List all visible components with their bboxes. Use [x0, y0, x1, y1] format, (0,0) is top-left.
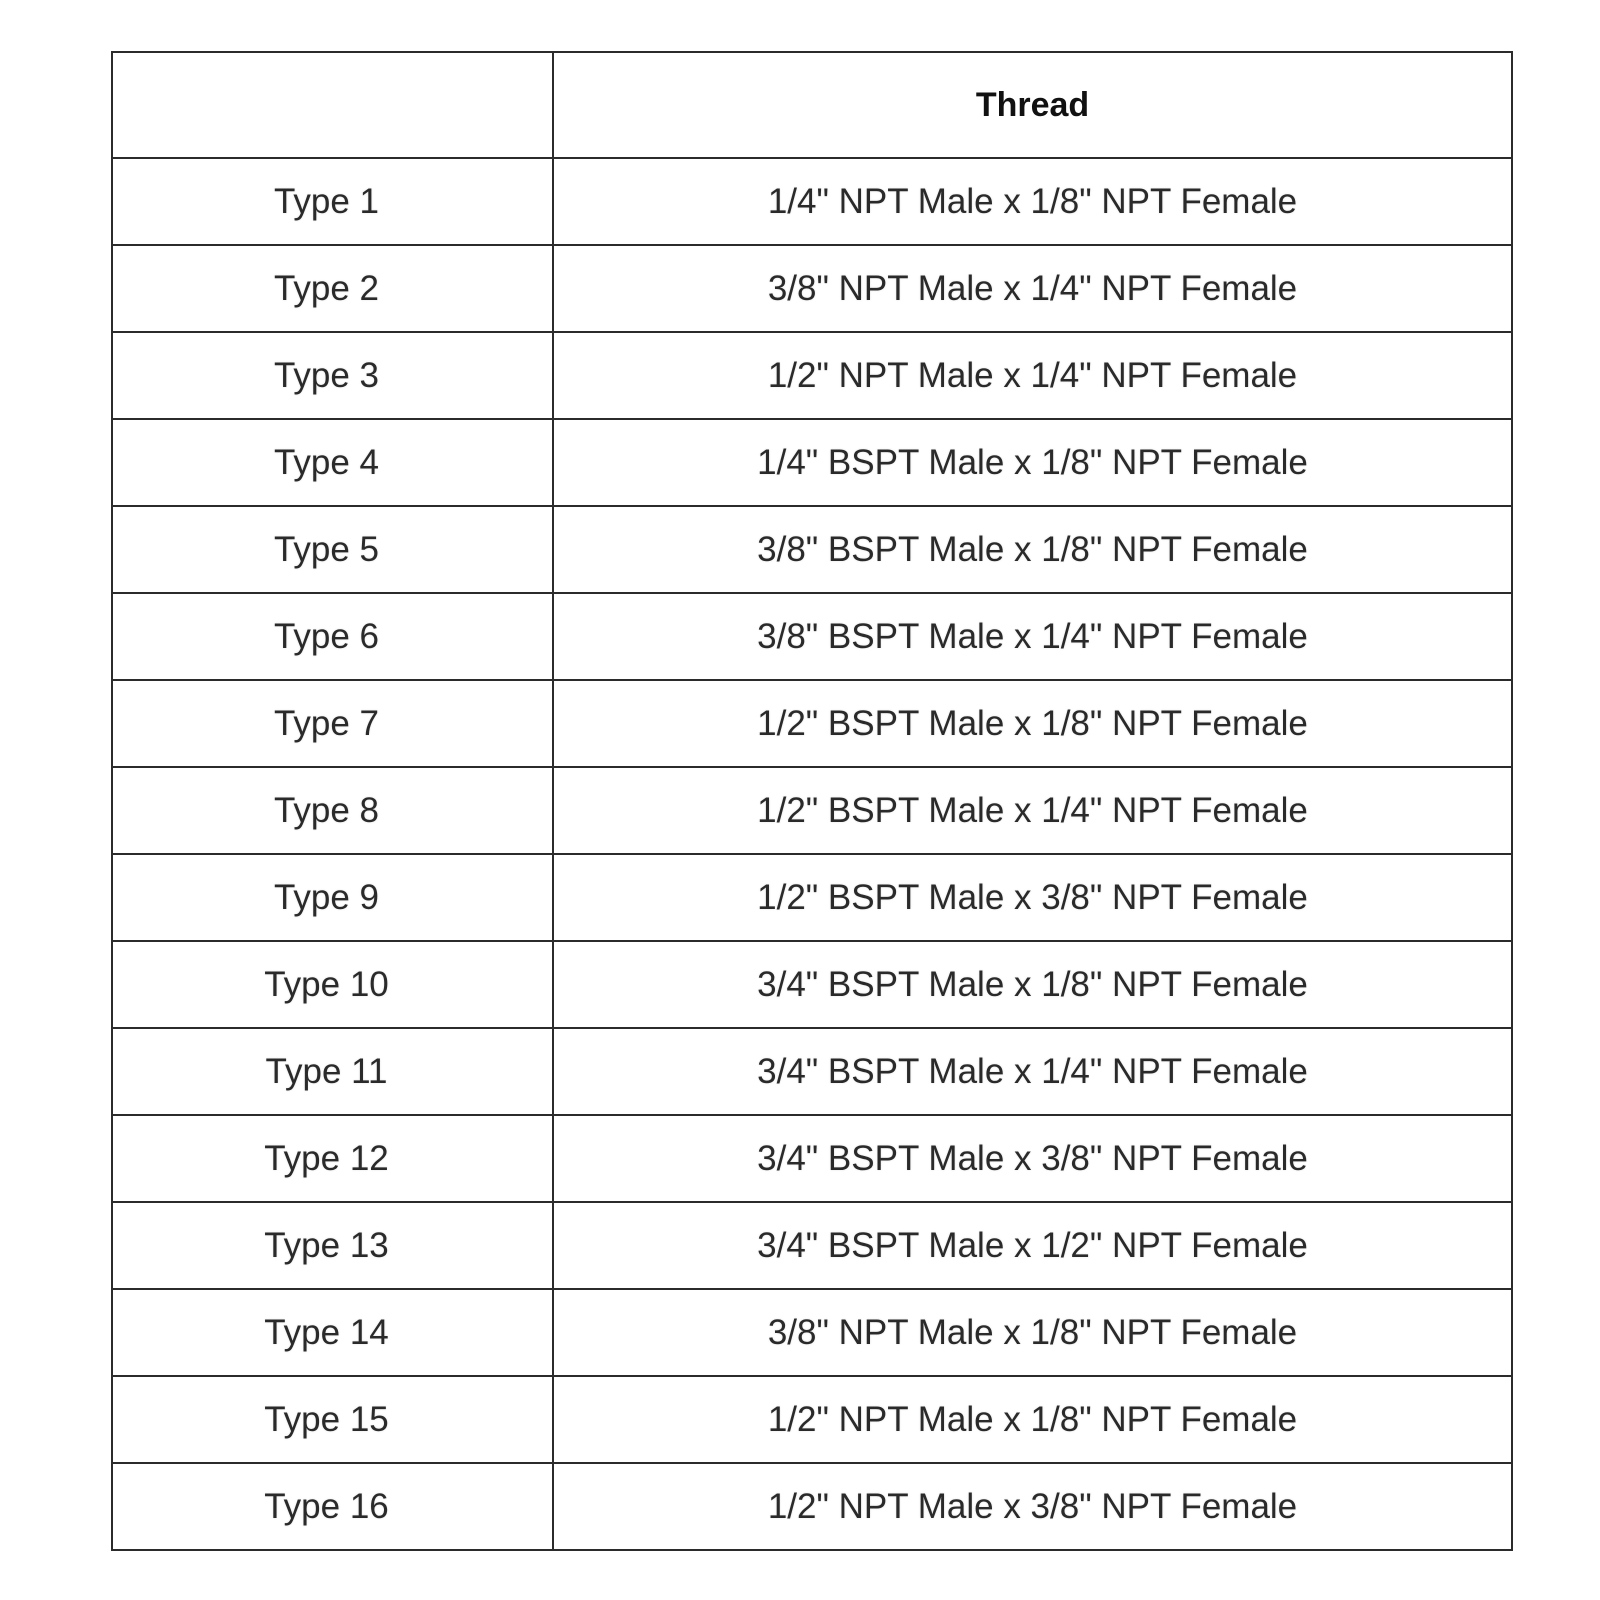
- table-row: [112, 332, 1512, 419]
- type-cell: Type 10: [112, 941, 553, 1028]
- type-cell: Type 3: [112, 332, 553, 419]
- table-row: [112, 854, 1512, 941]
- thread-cell: 1/2" BSPT Male x 3/8" NPT Female: [553, 854, 1512, 941]
- table-row: [112, 1028, 1512, 1115]
- type-cell: Type 6: [112, 593, 553, 680]
- type-cell: Type 8: [112, 767, 553, 854]
- type-cell: Type 4: [112, 419, 553, 506]
- type-cell: Type 7: [112, 680, 553, 767]
- table-row: [112, 158, 1512, 245]
- header-type-cell: [112, 52, 553, 158]
- thread-cell: 1/2" NPT Male x 3/8" NPT Female: [553, 1463, 1512, 1550]
- table-row: [112, 1376, 1512, 1463]
- thread-cell: 3/8" NPT Male x 1/4" NPT Female: [553, 245, 1512, 332]
- type-cell: Type 13: [112, 1202, 553, 1289]
- table-row: [112, 680, 1512, 767]
- table-row: [112, 419, 1512, 506]
- type-cell: Type 9: [112, 854, 553, 941]
- thread-cell: 3/8" BSPT Male x 1/4" NPT Female: [553, 593, 1512, 680]
- thread-cell: 1/2" NPT Male x 1/8" NPT Female: [553, 1376, 1512, 1463]
- table-row: [112, 1463, 1512, 1550]
- thread-cell: 3/8" BSPT Male x 1/8" NPT Female: [553, 506, 1512, 593]
- thread-cell: 1/2" NPT Male x 1/4" NPT Female: [553, 332, 1512, 419]
- type-cell: Type 2: [112, 245, 553, 332]
- thread-table: [111, 51, 1513, 1551]
- thread-cell: 3/8" NPT Male x 1/8" NPT Female: [553, 1289, 1512, 1376]
- table-row: [112, 1115, 1512, 1202]
- table-row: [112, 245, 1512, 332]
- thread-cell: 1/4" BSPT Male x 1/8" NPT Female: [553, 419, 1512, 506]
- table-row: [112, 941, 1512, 1028]
- type-cell: Type 12: [112, 1115, 553, 1202]
- thread-cell: 1/4" NPT Male x 1/8" NPT Female: [553, 158, 1512, 245]
- table-row: [112, 767, 1512, 854]
- table-header: [112, 52, 1512, 158]
- header-row: [112, 52, 1512, 158]
- thread-cell: 1/2" BSPT Male x 1/8" NPT Female: [553, 680, 1512, 767]
- thread-cell: 3/4" BSPT Male x 3/8" NPT Female: [553, 1115, 1512, 1202]
- type-cell: Type 5: [112, 506, 553, 593]
- thread-cell: 3/4" BSPT Male x 1/4" NPT Female: [553, 1028, 1512, 1115]
- table-row: [112, 1202, 1512, 1289]
- table-body: [112, 158, 1512, 1550]
- thread-cell: 3/4" BSPT Male x 1/8" NPT Female: [553, 941, 1512, 1028]
- header-thread-cell: Thread: [553, 52, 1512, 158]
- table-row: [112, 1289, 1512, 1376]
- type-cell: Type 15: [112, 1376, 553, 1463]
- thread-cell: 1/2" BSPT Male x 1/4" NPT Female: [553, 767, 1512, 854]
- type-cell: Type 1: [112, 158, 553, 245]
- table-row: [112, 593, 1512, 680]
- table-row: [112, 506, 1512, 593]
- thread-cell: 3/4" BSPT Male x 1/2" NPT Female: [553, 1202, 1512, 1289]
- type-cell: Type 11: [112, 1028, 553, 1115]
- type-cell: Type 16: [112, 1463, 553, 1550]
- type-cell: Type 14: [112, 1289, 553, 1376]
